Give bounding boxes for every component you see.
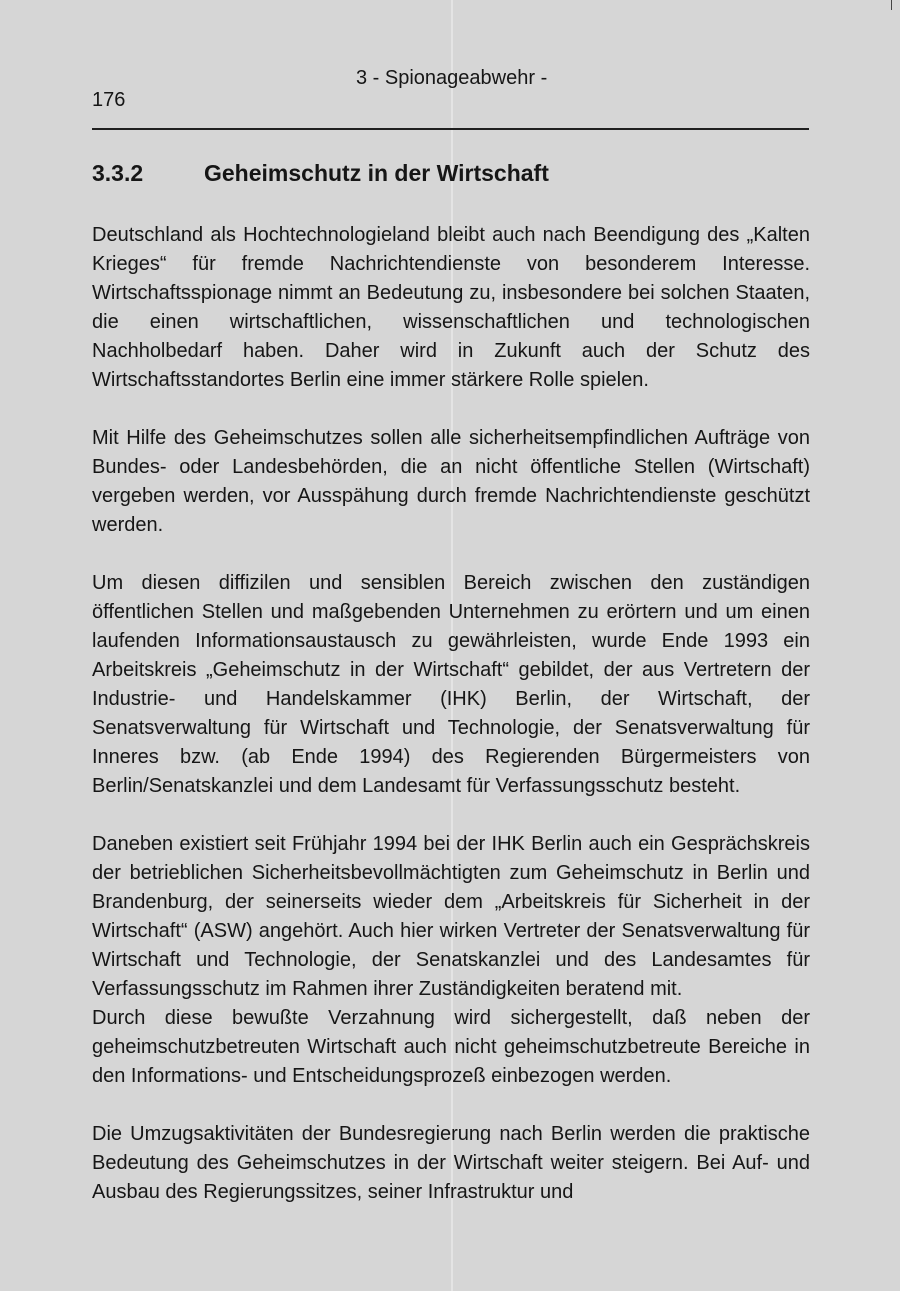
running-title: 3 - Spionageabwehr - <box>356 67 548 89</box>
section-number: 3.3.2 <box>92 160 144 186</box>
paragraph-3: Um diesen diffizilen und sensiblen Bereich zwischen den zuständigen öffentlichen Stellen und maßgebenden Unternehmen zu erörtern und um einen laufenden Informationsaustausch zu gewährleisten, wurde Ende 1993 ein Arbeitskreis „Geheimschutz in der Wirtschaft“ gebildet, der aus Vertretern der Industrie- und Handelskammer (IHK) Berlin, der Wirtschaft, der Senatsverwaltung für Wirtschaft und Technologie, der Senatsverwaltung für Inneres bzw. (ab Ende 1994) des Regierenden Bürgermeisters von Berlin/Senatskanzlei und dem Landesamt für Verfassungsschutz besteht. <box>92 572 810 797</box>
paragraph-6: Die Umzugsaktivitäten der Bundesregierung nach Berlin werden die praktische Bedeutung des Geheimschutzes in der Wirtschaft weiter steigern. Bei Auf- und Ausbau des Regierungssitzes, seiner Infrastruktur und <box>92 1123 810 1203</box>
header-rule <box>92 128 809 130</box>
edge-mark <box>891 0 892 10</box>
section-title: Geheimschutz in der Wirtschaft <box>204 160 549 186</box>
paragraph-4: Daneben existiert seit Frühjahr 1994 bei der IHK Berlin auch ein Gesprächskreis der betrieblichen Sicherheitsbevollmächtigten zum Geheimschutz in Berlin und Brandenburg, der seinerseits wieder dem „Arbeitskreis für Sicherheit in der Wirtschaft“ (ASW) angehört. Auch hier wirken Vertreter der Senatsverwaltung für Wirtschaft und Technologie, der Senatskanzlei und des Landesamtes für Verfassungsschutz im Rahmen ihrer Zuständigkeiten beratend mit. <box>92 833 810 1000</box>
page-number: 176 <box>92 89 126 111</box>
paragraph-5: Durch diese bewußte Verzahnung wird sichergestellt, daß neben der geheimschutzbetreuten Wirtschaft auch nicht geheimschutzbetreute Bereiche in den Informations- und Entscheidungsprozeß einbezogen werden. <box>92 1007 810 1087</box>
paragraph-1: Deutschland als Hochtechnologieland bleibt auch nach Beendigung des „Kalten Krieges“ für fremde Nachrichtendienste von besonderem Interesse. Wirtschaftsspionage nimmt an Bedeutung zu, insbesondere bei solchen Staaten, die einen wirtschaftlichen, wissenschaftlichen und technologischen Nachholbedarf haben. Daher wird in Zukunft auch der Schutz des Wirtschaftsstandortes Berlin eine immer stärkere Rolle spielen. <box>92 224 810 391</box>
paragraph-2: Mit Hilfe des Geheimschutzes sollen alle sicherheitsempfindlichen Aufträge von Bundes- oder Landesbehörden, die an nicht öffentliche Stellen (Wirtschaft) vergeben werden, vor Ausspähung durch fremde Nachrichtendienste geschützt werden. <box>92 427 810 536</box>
body-text <box>92 221 810 1207</box>
